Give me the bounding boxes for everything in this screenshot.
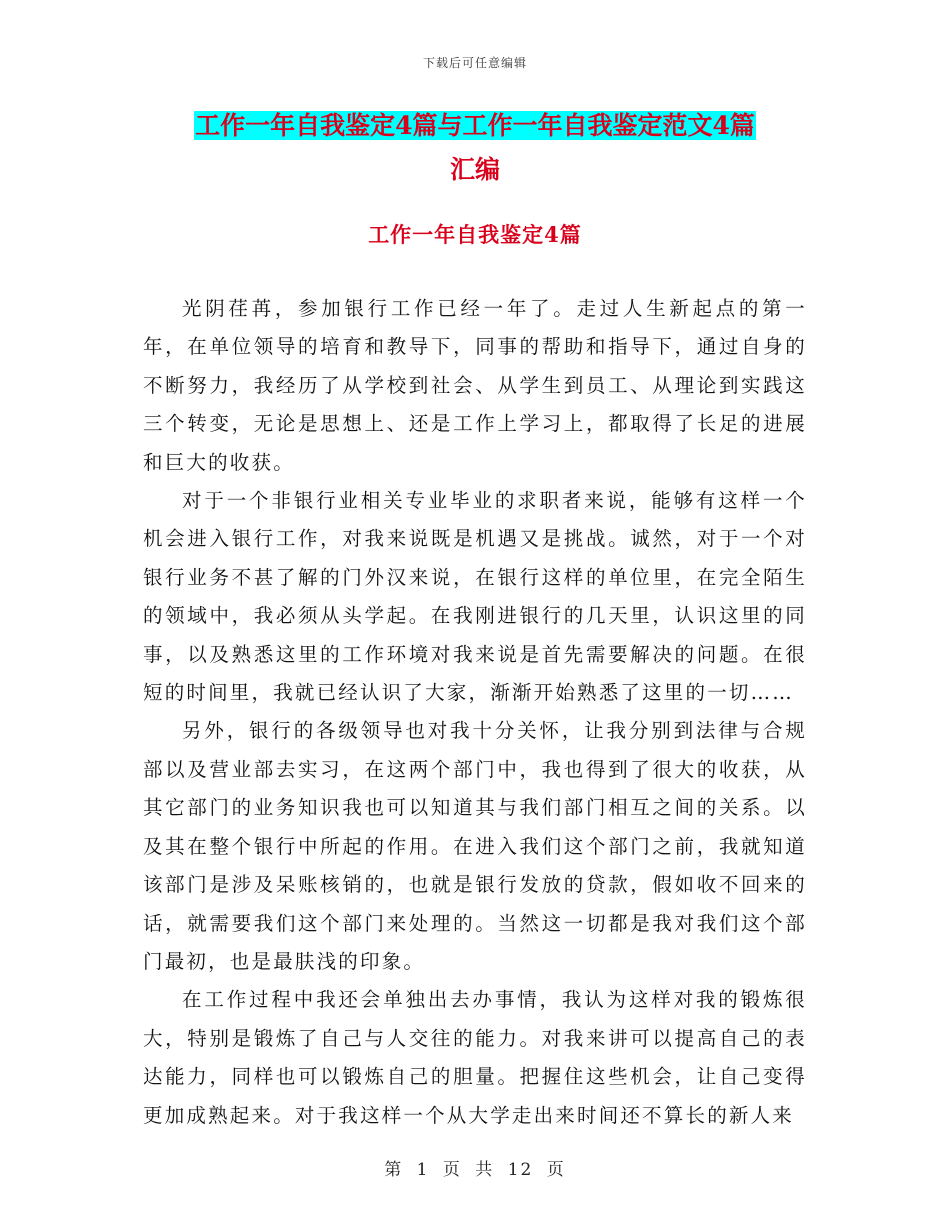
paragraph: 光阴荏苒，参加银行工作已经一年了。走过人生新起点的第一年，在单位领导的培育和教导下，同事的帮助和指导下，通过自身的不断努力，我经历了从学校到社会、从学生到员工、从理论到实践这三个转变，无论是思想上、还是工作上学习上，都取得了长足的进展和巨大的收获。 bbox=[143, 297, 807, 474]
paragraph: 在工作过程中我还会单独出去办事情，我认为这样对我的锻炼很大，特别是锻炼了自己与人交往的能力。对我来讲可以提高自己的表达能力，同样也可以锻炼自己的胆量。把握住这些机会，让自己变得更加成熟起来。对于我这样一个从大学走出来时间还不算长的新人来 bbox=[143, 988, 807, 1127]
section-heading: 工作一年自我鉴定4篇 bbox=[368, 222, 582, 247]
paragraph: 对于一个非银行业相关专业毕业的求职者来说，能够有这样一个机会进入银行工作，对我来说既是机遇又是挑战。诚然，对于一个对银行业务不甚了解的门外汉来说，在银行这样的单位里，在完全陌生的领域中，我必须从头学起。在我刚进银行的几天里，认识这里的同事，以及熟悉这里的工作环境对我来说是首先需要解决的问题。在很短的时间里，我就已经认识了大家，渐渐开始熟悉了这里的一切…… bbox=[143, 489, 807, 705]
document-title-line1: 工作一年自我鉴定4篇与工作一年自我鉴定范文4篇 bbox=[195, 111, 755, 140]
document-title bbox=[140, 104, 810, 192]
document-title-line2: 汇编 bbox=[449, 155, 500, 184]
paragraph: 另外，银行的各级领导也对我十分关怀，让我分别到法律与合规部以及营业部去实习，在这两个部门中，我也得到了很大的收获，从其它部门的业务知识我也可以知道其与我们部门相互之间的关系。以及其在整个银行中所起的作用。在进入我们这个部门之前，我就知道该部门是涉及呆账核销的，也就是银行发放的贷款，假如收不回来的话，就需要我们这个部门来处理的。当然这一切都是我对我们这个部门最初，也是最肤浅的印象。 bbox=[143, 719, 807, 973]
body-text bbox=[143, 290, 807, 1135]
header-note: 下载后可任意编辑 bbox=[422, 56, 527, 70]
page-number: 第 1 页 共 12 页 bbox=[384, 1160, 566, 1180]
